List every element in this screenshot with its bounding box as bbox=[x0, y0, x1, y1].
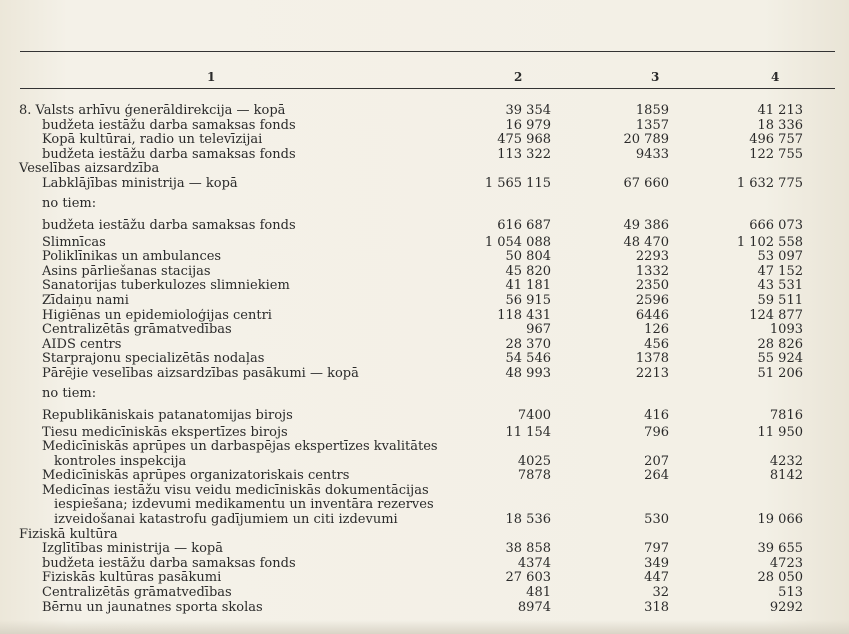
cell-c4: 496 757 bbox=[749, 132, 803, 148]
cell-c2: 45 820 bbox=[505, 263, 551, 279]
table-row bbox=[0, 484, 849, 499]
cell-c3: 6446 bbox=[635, 307, 669, 323]
cell-c2: 18 536 bbox=[505, 512, 551, 528]
cell-c2: 118 431 bbox=[497, 307, 551, 323]
cell-c4: 55 924 bbox=[757, 351, 803, 367]
row-label: Centralizētās grāmatvedības bbox=[42, 322, 232, 338]
table-row bbox=[0, 214, 849, 236]
row-label: iespiešana; izdevumi medikamentu un inventāra rezerves bbox=[54, 497, 434, 513]
table-row bbox=[0, 338, 849, 353]
cell-c4: 4723 bbox=[769, 555, 803, 571]
table-row bbox=[0, 309, 849, 324]
cell-c3: 349 bbox=[644, 555, 669, 571]
cell-c2: 48 993 bbox=[505, 365, 551, 381]
table-row bbox=[0, 352, 849, 367]
table-row bbox=[0, 382, 849, 404]
cell-c4: 41 213 bbox=[757, 103, 803, 118]
cell-c3: 2293 bbox=[635, 249, 669, 265]
page-edge-shadow bbox=[0, 620, 849, 634]
cell-c3: 9433 bbox=[635, 146, 669, 162]
row-label: Starprajonu specializētās nodaļas bbox=[42, 351, 265, 367]
cell-c2: 481 bbox=[526, 585, 551, 601]
row-label: 8. Valsts arhīvu ģenerāldirekcija — kopā bbox=[19, 103, 286, 118]
table-row bbox=[0, 250, 849, 265]
row-label: budžeta iestāžu darba samaksas fonds bbox=[42, 146, 296, 162]
row-label: Labklājības ministrija — kopā bbox=[42, 175, 238, 191]
table-row bbox=[0, 498, 849, 513]
row-label: Centralizētās grāmatvedības bbox=[42, 585, 232, 601]
table-row bbox=[0, 265, 849, 280]
table-row bbox=[0, 236, 849, 251]
table-row bbox=[0, 557, 849, 572]
table-row bbox=[0, 586, 849, 601]
cell-c2: 27 603 bbox=[505, 570, 551, 586]
cell-c3: 2213 bbox=[635, 365, 669, 381]
cell-c4: 7816 bbox=[769, 407, 803, 423]
table-row bbox=[0, 177, 849, 192]
table-row bbox=[0, 162, 849, 177]
table-row bbox=[0, 192, 849, 214]
row-label: no tiem: bbox=[42, 385, 97, 401]
cell-c4: 18 336 bbox=[757, 117, 803, 133]
table-row bbox=[0, 455, 849, 470]
cell-c2: 28 370 bbox=[505, 336, 551, 352]
column-header-2: 2 bbox=[514, 70, 523, 84]
cell-c3: 416 bbox=[644, 407, 669, 423]
cell-c2: 11 154 bbox=[505, 424, 551, 440]
row-label: Higiēnas un epidemioloģijas centri bbox=[42, 307, 272, 323]
cell-c3: 318 bbox=[644, 599, 669, 615]
row-label: Veselības aizsardzība bbox=[19, 161, 160, 177]
cell-c2: 7400 bbox=[517, 407, 551, 423]
cell-c3: 447 bbox=[644, 570, 669, 586]
table-header-rule bbox=[20, 88, 835, 89]
table-row bbox=[0, 571, 849, 586]
table-row bbox=[0, 601, 849, 616]
table-row bbox=[0, 294, 849, 309]
table-row bbox=[0, 323, 849, 338]
cell-c4: 39 655 bbox=[757, 541, 803, 557]
cell-c2: 475 968 bbox=[497, 132, 551, 148]
row-label: Medicīnas iestāžu visu veidu medicīniskās dokumentācijas bbox=[42, 482, 429, 498]
table-top-rule bbox=[20, 51, 835, 52]
cell-c4: 4232 bbox=[769, 453, 803, 469]
row-label: izveidošanai katastrofu gadījumiem un citi izdevumi bbox=[54, 512, 398, 528]
cell-c4: 28 826 bbox=[757, 336, 803, 352]
column-header-4: 4 bbox=[771, 70, 780, 84]
cell-c3: 796 bbox=[644, 424, 669, 440]
table-row bbox=[0, 133, 849, 148]
table-row bbox=[0, 279, 849, 294]
row-label: Slimnīcas bbox=[42, 234, 106, 250]
cell-c3: 67 660 bbox=[623, 175, 669, 191]
cell-c3: 797 bbox=[644, 541, 669, 557]
column-header-3: 3 bbox=[651, 70, 660, 84]
cell-c3: 49 386 bbox=[623, 217, 669, 233]
table-row bbox=[0, 513, 849, 528]
cell-c3: 1332 bbox=[635, 263, 669, 279]
cell-c4: 28 050 bbox=[757, 570, 803, 586]
table-row bbox=[0, 528, 849, 543]
row-label: Kopā kultūrai, radio un televīzijai bbox=[42, 132, 263, 148]
cell-c4: 122 755 bbox=[749, 146, 803, 162]
row-label: Asins pārliešanas stacijas bbox=[42, 263, 211, 279]
cell-c2: 1 054 088 bbox=[484, 234, 551, 250]
row-label: Pārējie veselības aizsardzības pasākumi — kopā bbox=[42, 365, 359, 381]
cell-c2: 50 804 bbox=[505, 249, 551, 265]
cell-c2: 8974 bbox=[517, 599, 551, 615]
table-row bbox=[0, 440, 849, 455]
cell-c4: 1093 bbox=[769, 322, 803, 338]
row-label: no tiem: bbox=[42, 195, 97, 211]
cell-c4: 53 097 bbox=[757, 249, 803, 265]
row-label: AIDS centrs bbox=[42, 336, 122, 352]
row-label: kontroles inspekcija bbox=[54, 453, 187, 469]
cell-c2: 4025 bbox=[517, 453, 551, 469]
cell-c3: 264 bbox=[644, 468, 669, 484]
row-label: Izglītības ministrija — kopā bbox=[42, 541, 223, 557]
cell-c2: 41 181 bbox=[505, 278, 551, 294]
table-row bbox=[0, 119, 849, 134]
table-row bbox=[0, 148, 849, 163]
cell-c2: 16 979 bbox=[505, 117, 551, 133]
row-label: Zīdaiņu nami bbox=[42, 292, 129, 308]
cell-c4: 51 206 bbox=[757, 365, 803, 381]
cell-c4: 124 877 bbox=[749, 307, 803, 323]
cell-c4: 8142 bbox=[769, 468, 803, 484]
table-row bbox=[0, 426, 849, 441]
cell-c2: 56 915 bbox=[505, 292, 551, 308]
row-label: Bērnu un jaunatnes sporta skolas bbox=[42, 599, 263, 615]
cell-c2: 7878 bbox=[517, 468, 551, 484]
cell-c3: 20 789 bbox=[623, 132, 669, 148]
table-row bbox=[0, 469, 849, 484]
cell-c3: 126 bbox=[644, 322, 669, 338]
cell-c4: 11 950 bbox=[757, 424, 803, 440]
row-label: Fiziskā kultūra bbox=[19, 526, 118, 542]
cell-c2: 967 bbox=[526, 322, 551, 338]
cell-c2: 38 858 bbox=[505, 541, 551, 557]
cell-c2: 54 546 bbox=[505, 351, 551, 367]
cell-c3: 48 470 bbox=[623, 234, 669, 250]
cell-c3: 2596 bbox=[635, 292, 669, 308]
row-label: Poliklīnikas un ambulances bbox=[42, 249, 222, 265]
cell-c4: 513 bbox=[778, 585, 803, 601]
cell-c4: 666 073 bbox=[749, 217, 803, 233]
cell-c4: 59 511 bbox=[757, 292, 803, 308]
cell-c3: 1378 bbox=[635, 351, 669, 367]
row-label: budžeta iestāžu darba samaksas fonds bbox=[42, 555, 296, 571]
row-label: Medicīniskās aprūpes un darbaspējas ekspertīzes kvalitātes bbox=[42, 439, 438, 455]
row-label: Fiziskās kultūras pasākumi bbox=[42, 570, 222, 586]
cell-c2: 1 565 115 bbox=[484, 175, 551, 191]
table-row bbox=[0, 542, 849, 557]
row-label: Tiesu medicīniskās ekspertīzes birojs bbox=[42, 424, 288, 440]
row-label: Medicīniskās aprūpes organizatoriskais centrs bbox=[42, 468, 350, 484]
cell-c4: 9292 bbox=[769, 599, 803, 615]
cell-c3: 1357 bbox=[635, 117, 669, 133]
cell-c3: 32 bbox=[652, 585, 669, 601]
cell-c2: 4374 bbox=[517, 555, 551, 571]
cell-c3: 456 bbox=[644, 336, 669, 352]
budget-table-body bbox=[0, 104, 849, 615]
cell-c4: 47 152 bbox=[757, 263, 803, 279]
table-row bbox=[0, 367, 849, 382]
table-row bbox=[0, 404, 849, 426]
cell-c2: 113 322 bbox=[497, 146, 551, 162]
cell-c4: 19 066 bbox=[757, 512, 803, 528]
row-label: Republikāniskais patanatomijas birojs bbox=[42, 407, 293, 423]
column-header-1: 1 bbox=[207, 70, 216, 84]
cell-c3: 530 bbox=[644, 512, 669, 528]
cell-c2: 616 687 bbox=[497, 217, 551, 233]
cell-c2: 39 354 bbox=[505, 103, 551, 118]
row-label: Sanatorijas tuberkulozes slimniekiem bbox=[42, 278, 290, 294]
cell-c4: 43 531 bbox=[757, 278, 803, 294]
cell-c4: 1 632 775 bbox=[736, 175, 803, 191]
row-label: budžeta iestāžu darba samaksas fonds bbox=[42, 217, 296, 233]
table-row bbox=[0, 104, 849, 119]
cell-c3: 1859 bbox=[635, 103, 669, 118]
cell-c4: 1 102 558 bbox=[736, 234, 803, 250]
cell-c3: 2350 bbox=[635, 278, 669, 294]
cell-c3: 207 bbox=[644, 453, 669, 469]
row-label: budžeta iestāžu darba samaksas fonds bbox=[42, 117, 296, 133]
